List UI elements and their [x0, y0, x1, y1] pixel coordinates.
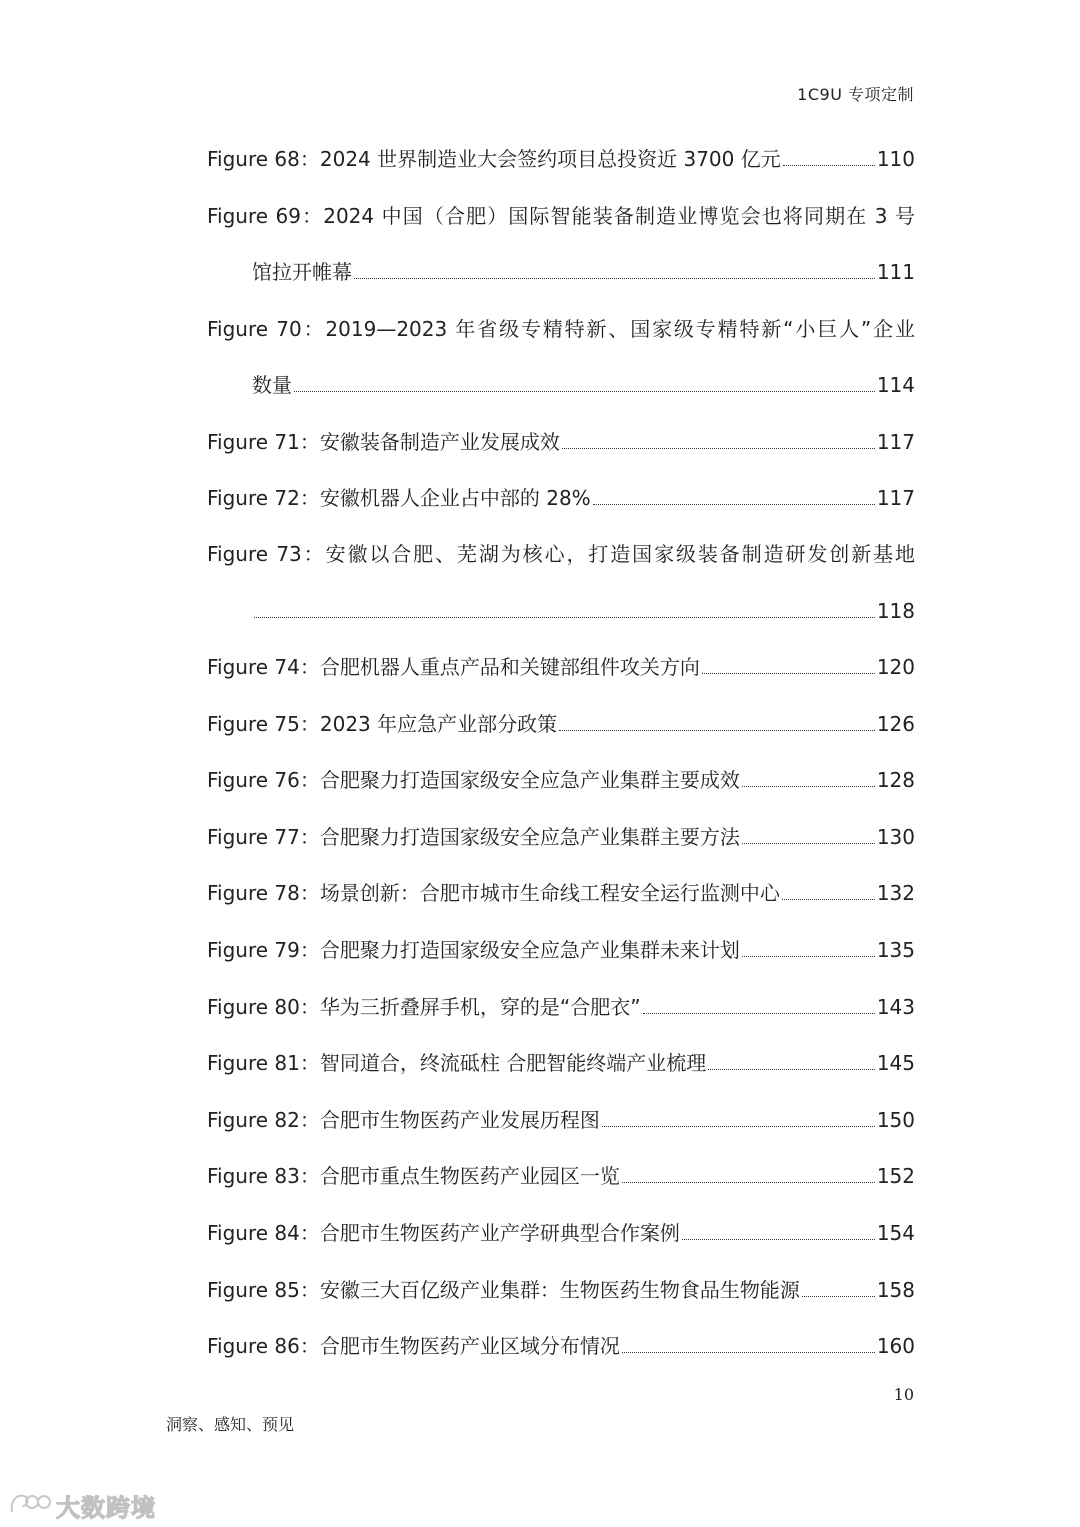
- dot-leader: [802, 1279, 875, 1297]
- toc-entry-label: Figure 83：合肥市重点生物医药产业园区一览: [207, 1164, 620, 1188]
- toc-entry-page: 111: [876, 260, 915, 284]
- header-brand: 1C9U 专项定制: [797, 85, 914, 104]
- dot-leader: [708, 1052, 875, 1070]
- toc-entry[interactable]: [207, 880, 915, 906]
- dot-leader: [682, 1222, 875, 1240]
- dot-leader: [643, 996, 875, 1014]
- watermark-text: 大数跨境: [56, 1494, 156, 1522]
- toc-entry-label: Figure 85：安徽三大百亿级产业集群：生物医药生物食品生物能源: [207, 1278, 800, 1302]
- toc-entry-page: 117: [876, 430, 915, 454]
- toc-entry-label: Figure 69：2024 中国（合肥）国际智能装备制造业博览会也将同期在 3 号: [207, 204, 915, 228]
- toc-entry-label: Figure 68：2024 世界制造业大会签约项目总投资近 3700 亿元: [207, 147, 781, 171]
- toc-entry[interactable]: [207, 146, 915, 172]
- toc-entry-page: 145: [876, 1051, 915, 1075]
- dot-leader: [294, 374, 875, 392]
- toc-entry-label: Figure 78：场景创新：合肥市城市生命线工程安全运行监测中心: [207, 881, 780, 905]
- toc-entry[interactable]: [207, 1220, 915, 1246]
- toc-entry-page: 135: [876, 938, 915, 962]
- toc-entry[interactable]: [207, 1107, 915, 1133]
- toc-entry-label: Figure 76：合肥聚力打造国家级安全应急产业集群主要成效: [207, 768, 740, 792]
- toc-entry[interactable]: [207, 824, 915, 850]
- dot-leader: [593, 487, 875, 505]
- toc-entry-continuation[interactable]: [252, 598, 915, 624]
- toc-entry[interactable]: [207, 994, 915, 1020]
- toc-entry[interactable]: [207, 1050, 915, 1076]
- toc-entry-label: Figure 75：2023 年应急产业部分政策: [207, 712, 558, 736]
- watermark: [8, 1488, 156, 1523]
- toc-entry-page: 143: [876, 995, 915, 1019]
- page-number: 10: [893, 1385, 914, 1404]
- toc-entry-label: Figure 72：安徽机器人企业占中部的 28%: [207, 486, 591, 510]
- toc-entry-page: 152: [876, 1164, 915, 1188]
- toc-entry[interactable]: [207, 1277, 915, 1303]
- toc-entry-label: Figure 84：合肥市生物医药产业产学研典型合作案例: [207, 1221, 680, 1245]
- dot-leader: [622, 1335, 875, 1353]
- toc-entry-label: Figure 79：合肥聚力打造国家级安全应急产业集群未来计划: [207, 938, 740, 962]
- toc-entry-label: 数量: [252, 373, 292, 397]
- dot-leader: [742, 769, 875, 787]
- toc-entry-label: Figure 81：智同道合，终流砥柱 合肥智能终端产业梳理: [207, 1051, 707, 1075]
- toc-entry-page: 160: [876, 1334, 915, 1358]
- toc-entry-label: Figure 80：华为三折叠屏手机，穿的是“合肥衣”: [207, 995, 641, 1019]
- dot-leader: [602, 1109, 875, 1127]
- dot-leader: [782, 882, 875, 900]
- toc-entry-page: 117: [876, 486, 915, 510]
- watermark-logo-icon: [8, 1490, 52, 1522]
- toc-entry-page: 132: [876, 881, 915, 905]
- toc-entry[interactable]: [207, 711, 915, 737]
- toc-entry[interactable]: [207, 1163, 915, 1189]
- toc-entry[interactable]: [207, 316, 915, 342]
- toc-entry[interactable]: [207, 654, 915, 680]
- toc-entry-label: 馆拉开帷幕: [252, 260, 352, 284]
- toc-entry-label: Figure 73：安徽以合肥、芜湖为核心，打造国家级装备制造研发创新基地: [207, 542, 915, 566]
- toc-entry[interactable]: [207, 485, 915, 511]
- toc-entry-continuation[interactable]: [252, 372, 915, 398]
- dot-leader: [783, 148, 875, 166]
- toc-entry[interactable]: [207, 1333, 915, 1359]
- toc-entry-page: 128: [876, 768, 915, 792]
- toc-entry-page: 150: [876, 1108, 915, 1132]
- dot-leader: [742, 939, 875, 957]
- dot-leader: [559, 713, 875, 731]
- toc-entry-label: Figure 86：合肥市生物医药产业区域分布情况: [207, 1334, 620, 1358]
- dot-leader: [254, 600, 875, 618]
- toc-entry-page: 118: [876, 599, 915, 623]
- toc-entry-page: 120: [876, 655, 915, 679]
- toc-entry-continuation[interactable]: [252, 259, 915, 285]
- toc-entry-label: Figure 77：合肥聚力打造国家级安全应急产业集群主要方法: [207, 825, 740, 849]
- dot-leader: [702, 656, 875, 674]
- toc-entry-label: Figure 71：安徽装备制造产业发展成效: [207, 430, 560, 454]
- dot-leader: [562, 431, 875, 449]
- toc-entry[interactable]: [207, 429, 915, 455]
- toc-entry[interactable]: [207, 937, 915, 963]
- toc-entry-label: Figure 70：2019—2023 年省级专精特新、国家级专精特新“小巨人”企业: [207, 317, 915, 341]
- toc-entry[interactable]: [207, 767, 915, 793]
- toc-entry-label: Figure 74：合肥机器人重点产品和关键部组件攻关方向: [207, 655, 700, 679]
- toc-entry-page: 110: [876, 147, 915, 171]
- toc-entry[interactable]: [207, 541, 915, 567]
- dot-leader: [742, 826, 875, 844]
- toc-entry-page: 158: [876, 1278, 915, 1302]
- toc-entry-page: 130: [876, 825, 915, 849]
- toc-entry-page: 154: [876, 1221, 915, 1245]
- dot-leader: [354, 261, 875, 279]
- dot-leader: [622, 1165, 875, 1183]
- toc-entry-page: 126: [876, 712, 915, 736]
- toc-entry-label: Figure 82：合肥市生物医药产业发展历程图: [207, 1108, 600, 1132]
- toc-entry-page: 114: [876, 373, 915, 397]
- footer-tagline: 洞察、感知、预见: [166, 1415, 295, 1434]
- toc-entry[interactable]: [207, 203, 915, 229]
